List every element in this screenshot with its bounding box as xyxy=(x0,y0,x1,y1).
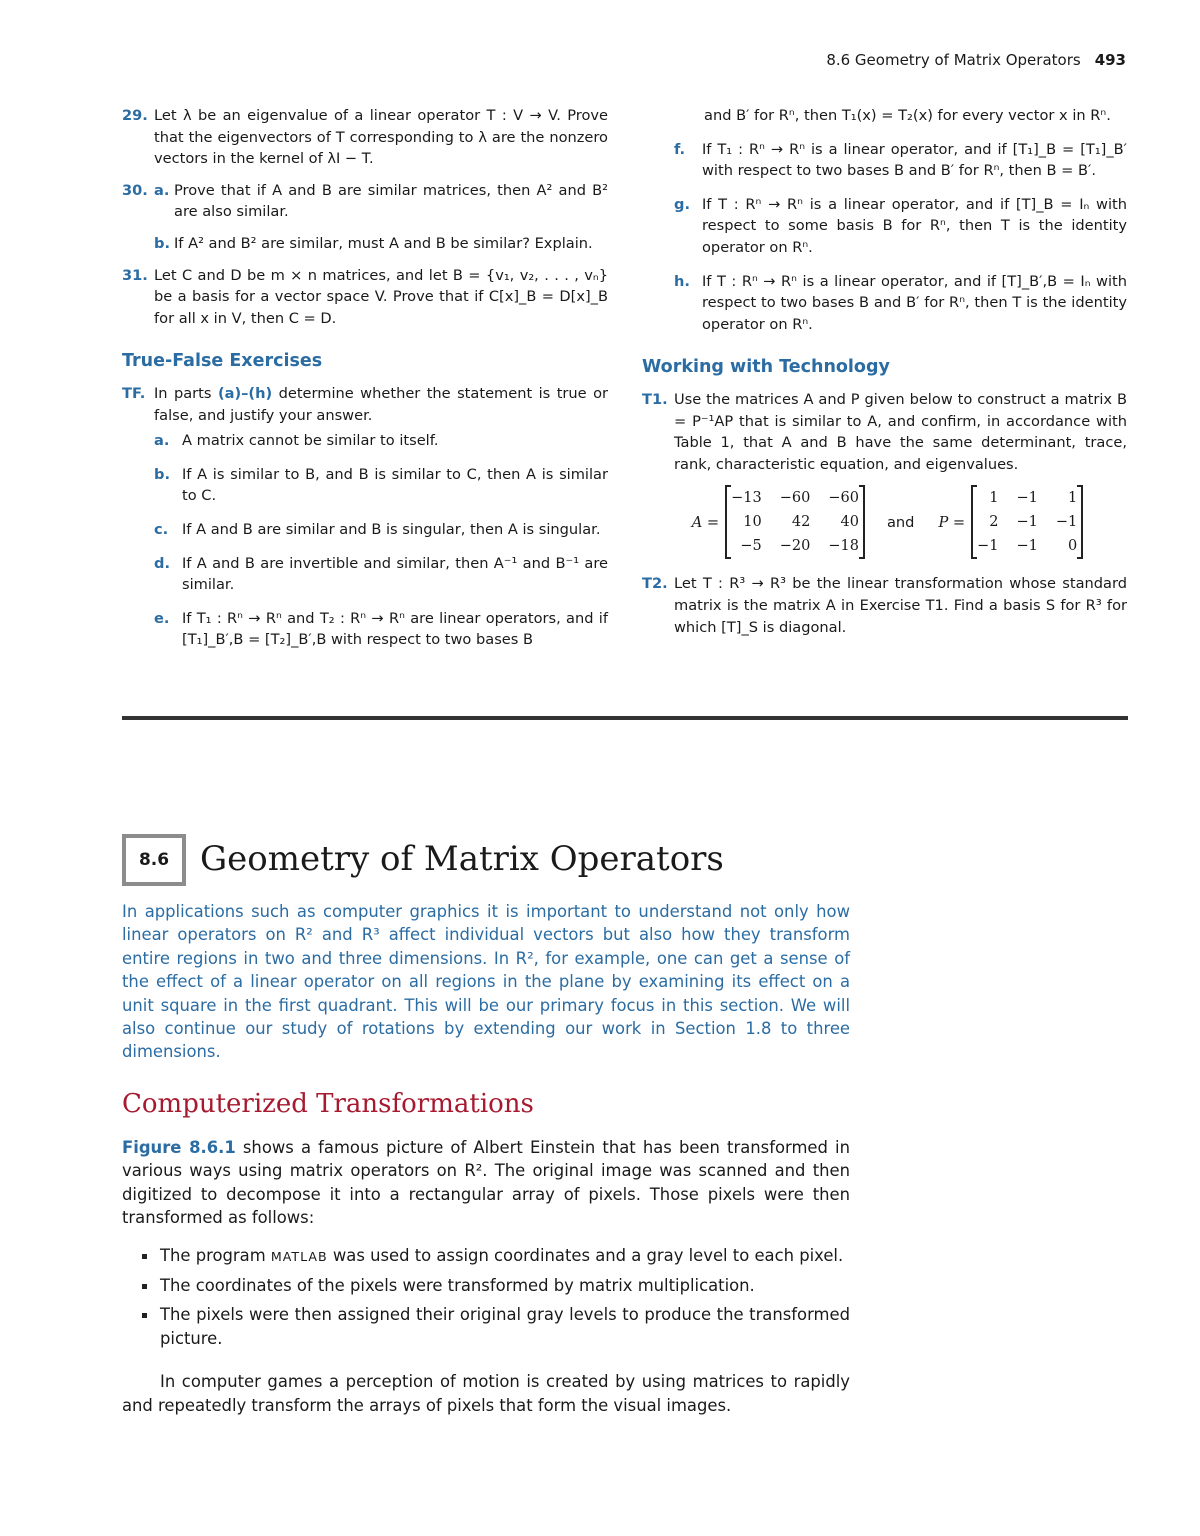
item-letter: f. xyxy=(674,140,686,158)
technology-heading: Working with Technology xyxy=(642,357,890,378)
tf-item-g xyxy=(674,194,1127,259)
matlab-label: MATLAB xyxy=(270,1248,328,1264)
matrix-cell: 1 xyxy=(1068,490,1078,507)
matrix-cell: −60 xyxy=(828,490,859,507)
exercise-number: 30. xyxy=(122,181,148,199)
exercise-text: Let T : R³ → R³ be the linear transformation whose standard matrix is the matrix A in Exercise T1. Find a basis S for R³ for which [T]_S is diagonal. xyxy=(674,575,1127,636)
matrix-display xyxy=(642,485,1127,559)
exercise-t2 xyxy=(642,573,1127,638)
item-text: If T : Rⁿ → Rⁿ is a linear operator, and if [T]_B′,B = Iₙ with respect to two bases B and B′ for Rⁿ, then T is the identity operator on Rⁿ. xyxy=(702,272,1127,333)
matrix-cell: 40 xyxy=(840,514,859,531)
exercise-number: 31. xyxy=(122,266,148,284)
exercise-text: Use the matrices A and P given below to construct a matrix B = P⁻¹AP that is similar to A, and confirm, in accordance with Table 1, that A and B have the same determinant, trace, rank, characteristic equation, and eigenvalues. xyxy=(674,390,1127,473)
matrix-a xyxy=(725,485,865,559)
tf-item-d xyxy=(154,553,608,596)
bullet-1 xyxy=(122,1244,850,1268)
item-text: If T₁ : Rⁿ → Rⁿ is a linear operator, and if [T₁]_B = [T₁]_B′ with respect to two bases B and B′ for Rⁿ, then B = B′. xyxy=(702,140,1127,180)
matrix-cell: 2 xyxy=(989,514,999,531)
matrix-cell: 42 xyxy=(791,514,811,531)
matrix-cell: −20 xyxy=(779,538,811,555)
exercise-31 xyxy=(122,265,608,330)
item-text: If A and B are similar and B is singular, then A is singular. xyxy=(182,520,601,538)
matrix-p xyxy=(971,485,1083,559)
matrix-cell: −1 xyxy=(1016,538,1038,555)
bullet-text: The pixels were then assigned their original gray levels to produce the transformed picture. xyxy=(160,1305,850,1348)
paragraph-text: shows a famous picture of Albert Einstein that has been transformed in various ways using matrix operators on R². The original image was scanned and then digitized to decompose it into a rectangular array of pixels. Those pixels were then transformed as follows: xyxy=(122,1138,850,1228)
exercise-text: Let C and D be m × n matrices, and let B = {v₁, v₂, . . . , vₙ} be a basis for a vector space V. Prove that if C[x]_B = D[x]_B for all x in V, then C = D. xyxy=(154,266,608,327)
section-number-box: 8.6 xyxy=(122,834,186,886)
exercise-number: TF. xyxy=(122,384,146,402)
item-text: If T₁ : Rⁿ → Rⁿ and T₂ : Rⁿ → Rⁿ are linear operators, and if [T₁]_B′,B = [T₂]_B′,B with respect to two bases B xyxy=(182,609,608,649)
section-title: Geometry of Matrix Operators xyxy=(200,839,724,879)
exercise-number: T1. xyxy=(642,390,668,408)
tf-item-b xyxy=(154,464,608,507)
matrix-cell: −18 xyxy=(828,538,859,555)
matrix-cell: −1 xyxy=(1055,514,1078,531)
exercise-t1 xyxy=(642,389,1127,475)
figure-link[interactable]: Figure 8.6.1 xyxy=(122,1138,236,1157)
page-number: 493 xyxy=(1094,51,1126,69)
running-header xyxy=(826,51,1126,69)
exercise-29 xyxy=(122,105,608,170)
header-section: 8.6 Geometry of Matrix Operators xyxy=(826,51,1081,69)
item-letter: g. xyxy=(674,195,690,213)
part-letter: b. xyxy=(154,234,170,252)
bullet-3 xyxy=(122,1303,850,1350)
item-text: A matrix cannot be similar to itself. xyxy=(182,432,439,450)
item-letter: e. xyxy=(154,609,170,627)
exercise-number: 29. xyxy=(122,107,148,124)
bullet-text: was used to assign coordinates and a gray level to each pixel. xyxy=(332,1245,844,1265)
tf-item-f xyxy=(674,139,1127,182)
true-false-heading: True-False Exercises xyxy=(122,351,323,372)
subsection-title: Computerized Transformations xyxy=(122,1089,534,1119)
exercise-text: Let λ be an eigenvalue of a linear operator T : V → V. Prove that the eigenvectors of T corresponding to λ are the nonzero vectors in the kernel of λI − T. xyxy=(154,107,608,168)
matrix-cell: 1 xyxy=(989,490,999,507)
tf-intro xyxy=(122,383,608,426)
tf-intro-pre: In parts xyxy=(154,384,212,402)
tf-intro-ref: (a)–(h) xyxy=(217,384,273,402)
matrix-cell: −1 xyxy=(1016,490,1038,507)
paragraph-2: In computer games a perception of motion is created by using matrices to rapidly and repeatedly transform the arrays of pixels that form the visual images. xyxy=(122,1372,850,1415)
section-intro: In applications such as computer graphics it is important to understand not only how linear operators on R² and R³ affect individual vectors but also how they transform entire regions in two and three dimensions. In R², for example, one can get a sense of the effect of a linear operator on all regions in the plane by examining its effect on a unit square in the first quadrant. This will be our primary focus in this section. We will also continue our study of rotations by extending our work in Section 1.8 to three dimensions. xyxy=(122,902,850,1062)
section-divider xyxy=(122,716,1128,720)
matrix-cell: −1 xyxy=(977,538,999,555)
exercise-number: T2. xyxy=(642,575,668,593)
part-b xyxy=(154,233,608,255)
item-text: If A is similar to B, and B is similar to C, then A is similar to C. xyxy=(182,465,608,505)
item-letter: a. xyxy=(154,432,170,450)
subsection-body xyxy=(122,1136,850,1417)
bullet-2 xyxy=(122,1274,850,1297)
tf-intro-post: determine whether the statement is true or false, and justify your answer. xyxy=(154,384,608,424)
item-letter: c. xyxy=(154,520,169,538)
item-letter: b. xyxy=(154,465,170,483)
bullet-text: The program xyxy=(160,1245,266,1265)
matrix-cell: −1 xyxy=(1016,514,1038,531)
exercise-30 xyxy=(122,180,608,255)
part-letter: a. xyxy=(154,181,170,199)
matrix-cell: 0 xyxy=(1068,538,1078,555)
right-column xyxy=(642,105,1127,648)
item-letter: h. xyxy=(674,272,690,290)
tf-item-h xyxy=(674,271,1127,336)
paragraph-1 xyxy=(122,1136,850,1230)
part-text: Prove that if A and B are similar matrices, then A² and B² are also similar. xyxy=(174,181,608,221)
matrix-p-label: P = xyxy=(938,513,966,531)
part-a xyxy=(154,180,608,223)
left-column xyxy=(122,105,608,663)
and-word: and xyxy=(886,513,915,531)
matrix-cell: −13 xyxy=(731,490,762,507)
matrix-cell: 10 xyxy=(743,514,762,531)
item-letter: d. xyxy=(154,554,170,572)
item-text: If A and B are invertible and similar, then A⁻¹ and B⁻¹ are similar. xyxy=(182,554,608,594)
tf-item-e-continued: and B′ for Rⁿ, then T₁(x) = T₂(x) for every vector x in Rⁿ. xyxy=(704,107,1111,124)
matrix-cell: −5 xyxy=(740,538,762,555)
bullet-text: The coordinates of the pixels were transformed by matrix multiplication. xyxy=(160,1276,755,1296)
matrix-cell: −60 xyxy=(779,490,811,507)
part-text: If A² and B² are similar, must A and B be similar? Explain. xyxy=(174,234,593,252)
tf-item-c xyxy=(154,519,608,541)
tf-item-a xyxy=(154,430,608,452)
item-text: If T : Rⁿ → Rⁿ is a linear operator, and if [T]_B = Iₙ with respect to some basis B for Rⁿ, then T is the identity operator on Rⁿ. xyxy=(702,195,1127,256)
tf-item-e xyxy=(154,608,608,651)
matrix-a-label: A = xyxy=(691,513,720,531)
